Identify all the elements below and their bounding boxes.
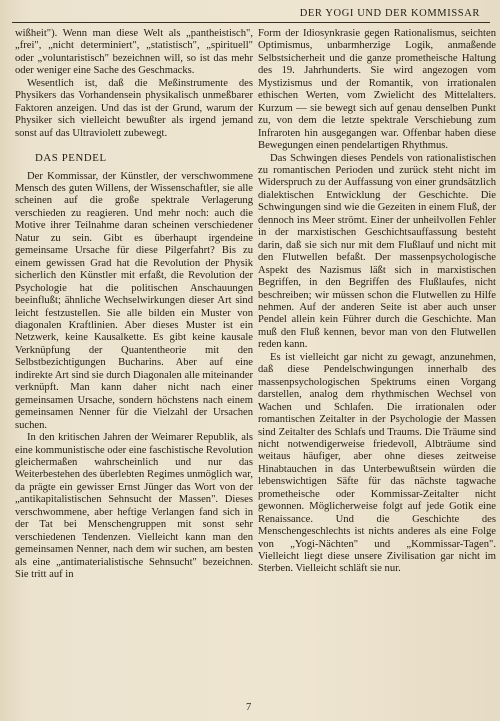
paragraph: Der Kommissar, der Künstler, der verschwommene Mensch des guten Willens, der Wissenschaftler, sie alle scheinen auf die große spektrale Verlagerung verschieden zu reagieren. Und mehr noch: auch die Motive ihrer Teilnahme daran scheinen verschiedener Natur zu sein. Gibt es überhaupt irgendeine gemeinsame Ursache für diese Pilgerfahrt? Bis zu einem gewissen Grad hat die Revolution der Physik sicherlich den Künstler mit erfaßt, die Revolution der Psychologie hat die politischen Anschauungen beeinflußt; ähnliche Wechselwirkungen dieser Art sind leicht festzustellen. Sie alle bilden ein Muster von diagonalen Kraftlinien. Aber dieses Muster ist ein Netzwerk, keine Kausalkette. Es gibt keine kausale Verknüpfung der Quantentheorie mit den Selbstbezichtigungen Bucharins. Aber auf eine indirekte Art sind sie durch Diagonalen alle miteinander verknüpft. Man kann daher nicht nach einer gemeinsamen Ursache, sondern höchstens nach einem gemeinsamen Nenner für die Vielzahl der Ursachen suchen. [15,170,253,431]
left-column [15,28,253,581]
paragraph: wißheit"). Wenn man diese Welt als „pantheistisch", „frei", „nicht determiniert", „statistisch", „spirituell" oder „voluntaristisch" bezeichnen will, so ist das mehr oder weniger eine Sache des Geschmacks. [15,28,253,77]
page-number: 7 [246,702,252,713]
right-column [258,28,496,576]
paragraph: Form der Idiosynkrasie gegen Rationalismus, seichten Optimismus, unbarmherzige Logik, anmaßende Selbstsicherheit und die ganze prometheische Haltung des 19. Jahrhunderts. Sie wird angezogen vom Mystizismus und der Romantik, von irrationalen ethischen Werten, vom Zwielicht des Mittelalters. Kurzum — sie bewegt sich auf genau denselben Punkt zu, von dem die letzte spektrale Verschiebung zum Infraroten hin ausgegangen war. Offenbar haben diese Bewegungen einen pendelartigen Rhythmus. [258,28,496,152]
paragraph: In den kritischen Jahren der Weimarer Republik, als eine kommunistische oder eine faschistische Revolution gleichermaßen wahrscheinlich und nur das Weiterbestehen des überlebten Regimes unmöglich war, da prägte ein gewisser Ernst Jünger das Wort von der „antikapitalistischen Sehnsucht der Massen". Dieses verschwommene, aber heftige Verlangen fand sich in der Tat bei Menschengruppen mit sonst sehr verschiedenen Tendenzen. Vielleicht kann man den gemeinsamen Nenner, nach dem wir suchen, am besten als eine „antimaterialistische Sehnsucht" bezeichnen. Sie tritt auf in [15,432,254,581]
paragraph: Wesentlich ist, daß die Meßinstrumente des Physikers das Vorhandensein physikalisch unmeßbarer Faktoren anzeigen. Und das ist der Grund, warum der Physiker sich vielleicht bewußter als irgend jemand sonst auf das Ultraviolett zubewegt. [15,77,253,139]
paragraph: Das Schwingen dieses Pendels von rationalistischen zu romantischen Perioden und zurück steht nicht im Widerspruch zu der Auffassung von einer grundsätzlich dialektischen Entwicklung der Geschichte. Die Schwingungen sind wie die Gezeiten in einem Fluß, der dennoch ins Meer strömt. Einer der unheilvollen Fehler in der marxistischen Geschichtsauffassung besteht darin, daß sie sich nur mit dem Flußlauf und nicht mit den Flutwellen befaßt. Der massenpsychologische Aspekt des Nazismus läßt sich in marxistischen Begriffen, in den Begriffen des Flußlaufes, nicht beschreiben; wir müssen schon die Flutwellen zu Hilfe nehmen. Auf der anderen Seite ist aber auch unser Pendel allein kein Führer durch die Geschichte. Man muß den Fluß kennen, bevor man von den Flutwellen reden kann. [258,152,496,351]
running-header [12,8,490,23]
section-heading: DAS PENDEL [35,152,107,165]
running-title: DER YOGI UND DER KOMMISSAR [299,8,480,19]
paragraph: Es ist vielleicht gar nicht zu gewagt, anzunehmen, daß diese Pendelschwingungen innerhalb des massenpsychologischen Spektrums einen Vorgang darstellen, analog dem rhythmischen Wechsel von Wachen und Schlafen. Die irrationalen oder romantischen Zeitalter in der Psychologie der Massen sind Zeitalter des Schlafs und Traums. Die Träume sind nicht notwendigerweise friedevoll, Albträume sind weitaus häufiger, aber ohne dieses zeitweise Hinabtauchen in das Unterbewußtsein würden die lebenswichtigen Säfte für das nächste tagwache prometheische oder Kommissar-Zeitalter nicht gewonnen. Möglicherweise folgt auf jede Gotik eine Renaissance. Und die Geschichte des Menschengeschlechts ist nichts anderes als eine Folge von „Yogi-Nächten" und „Kommissar-Tagen". Vielleicht liegt diese unsere Zivilisation gar nicht im Sterben. Vielleicht schläft sie nur. [258,351,496,575]
